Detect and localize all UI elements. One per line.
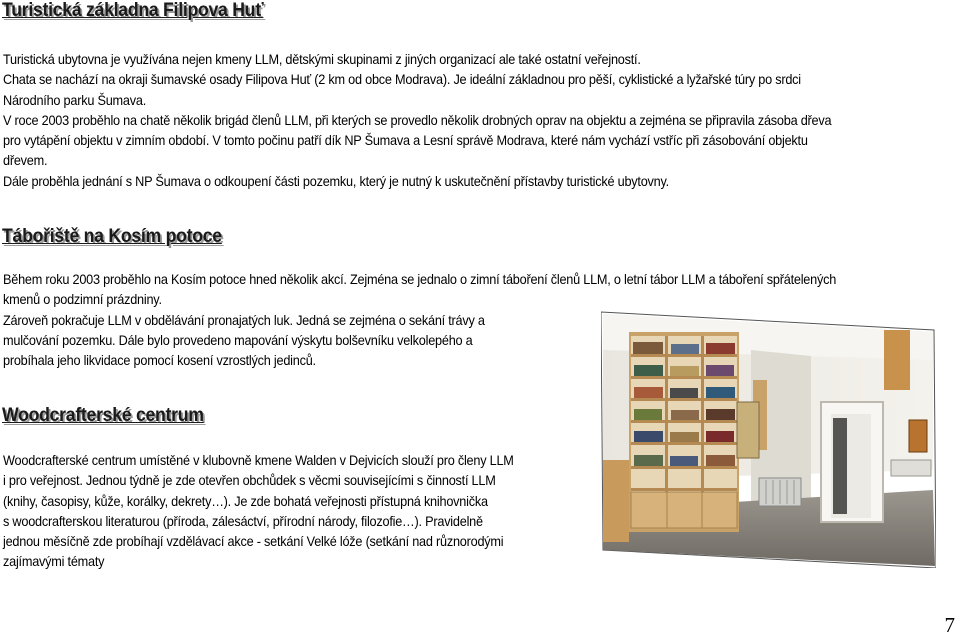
text-line: i pro veřejnost. Jednou týdně je zde otevřen obchůdek s věcmi souvisejícími s činností LLM — [3, 473, 496, 489]
text-line: Woodcrafterské centrum umístěné v klubovně kmene Walden v Dejvicích slouží pro členy LLM — [3, 453, 514, 468]
clubroom-photo — [601, 310, 936, 568]
section-title-woodcrafter-centrum: Woodcrafterské centrum — [2, 405, 204, 426]
text-line: probíhala jeho likvidace pomocí kosení vzrostlých jedinců. — [3, 353, 316, 369]
page-number: 7 — [944, 613, 955, 637]
section-title-kosi-potok: Tábořiště na Kosím potoce — [2, 226, 222, 247]
text-line: Dále proběhla jednání s NP Šumava o odkoupení části pozemku, který je nutný k uskutečnění přístavby turistické ubytovny. — [3, 173, 669, 189]
section-text-filipova-hut — [3, 50, 831, 192]
text-line: (knihy, časopisy, kůže, korálky, dekrety…). Je zde bohatá veřejnosti přístupná knihovnička — [3, 493, 488, 509]
text-line: jednou měsíčně zde probíhají vzdělávací akce - setkání Velké lóže (setkání nad různorodými — [3, 534, 504, 550]
text-line: zajímavými tématy — [3, 554, 105, 570]
text-line: Zároveň pokračuje LLM v obdělávání pronajatých luk. Jedná se zejména o sekání trávy a — [3, 312, 485, 328]
text-line: s woodcrafterskou literaturou (příroda, zálesáctví, přírodní národy, filozofie…). Pravidelně — [3, 513, 483, 529]
text-line: kmenů o podzimní prázdniny. — [3, 292, 162, 308]
text-line: Chata se nachází na okraji šumavské osady Filipova Huť (2 km od obce Modrava). Je ideální základnou pro pěší, cyklistické a lyžařské túry po srdci — [3, 72, 801, 88]
text-line: Turistická ubytovna je využívána nejen kmeny LLM, dětskými skupinami z jiných organizací ale také ostatní veřejností. — [3, 52, 641, 67]
section-text-woodcrafter-centrum — [3, 451, 514, 573]
text-line: dřevem. — [3, 153, 48, 169]
text-line: Národního parku Šumava. — [3, 92, 146, 108]
bookshelf — [629, 332, 739, 532]
text-line: pro vytápění objektu v zimním období. V tomto počinu patří dík NP Šumava a Lesní správě Modrava, které nám vychází vstříc při zásobování objektu — [3, 133, 808, 149]
text-line: mulčování pozemku. Dále bylo provedeno mapování výskytu bolševníku velkolepého a — [3, 332, 473, 348]
section-title-filipova-hut: Turistická základna Filipova Huť — [2, 0, 264, 21]
text-line: V roce 2003 proběhlo na chatě několik brigád členů LLM, při kterých se provedlo několik drobných oprav na objektu a zejména se připravila zásoba dřeva — [3, 112, 832, 128]
text-line: Během roku 2003 proběhlo na Kosím potoce hned několik akcí. Zejména se jednalo o zimní táboření členů LLM, o letní tábor LLM a táboření spřátelených — [3, 272, 837, 287]
